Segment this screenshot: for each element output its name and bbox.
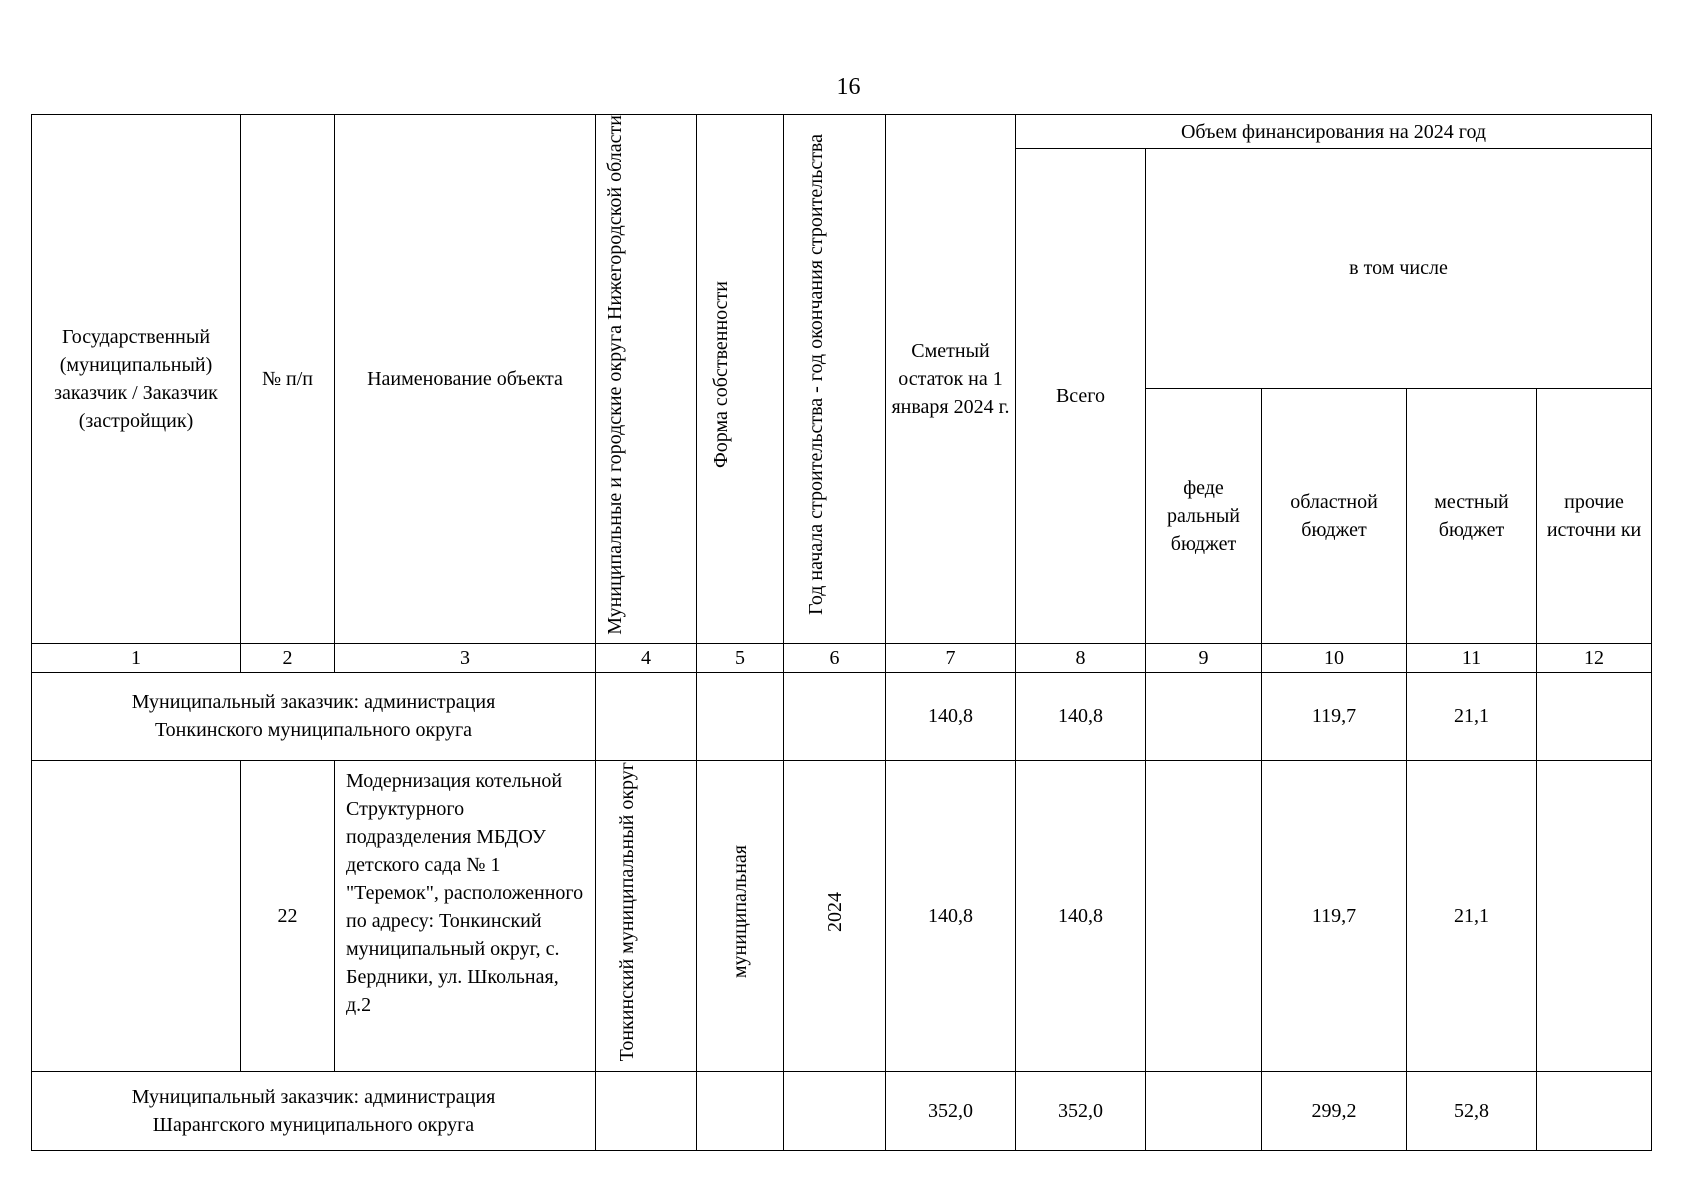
estimate-value: 140,8 — [886, 672, 1016, 760]
local-value: 21,1 — [1407, 760, 1537, 1071]
local-value: 21,1 — [1407, 672, 1537, 760]
page-number: 16 — [836, 74, 861, 100]
federal-value — [1146, 672, 1262, 760]
header-num: № п/п — [241, 115, 335, 644]
regional-value: 119,7 — [1262, 672, 1407, 760]
other-value — [1537, 672, 1652, 760]
header-regional: областной бюджет — [1262, 388, 1407, 643]
total-value: 352,0 — [1016, 1071, 1146, 1150]
ownership-value: муниципальная — [729, 845, 751, 979]
regional-value: 119,7 — [1262, 760, 1407, 1071]
customer-row-tonkino — [32, 672, 1652, 760]
header-row-1 — [32, 115, 1652, 149]
local-value: 52,8 — [1407, 1071, 1537, 1150]
header-federal: феде ральный бюджет — [1146, 388, 1262, 643]
header-local: местный бюджет — [1407, 388, 1537, 643]
header-funding: Объем финансирования на 2024 год — [1016, 115, 1652, 149]
total-value: 140,8 — [1016, 760, 1146, 1071]
header-object-name: Наименование объекта — [335, 115, 596, 644]
header-other: прочие источни ки — [1537, 388, 1652, 643]
customer-name: Муниципальный заказчик: администрация Тонкинского муниципального округа — [32, 672, 596, 760]
customer-name: Муниципальный заказчик: администрация Шарангского муниципального округа — [32, 1071, 596, 1150]
other-value — [1537, 760, 1652, 1071]
object-row — [32, 760, 1652, 1071]
other-value — [1537, 1071, 1652, 1150]
district-name: Тонкинский муниципальный округ — [616, 762, 638, 1062]
federal-value — [1146, 1071, 1262, 1150]
financing-table — [31, 114, 1652, 1151]
federal-value — [1146, 760, 1262, 1071]
header-ownership: Форма собственности — [710, 281, 732, 469]
header-years: Год начала строительства - год окончания строительства — [804, 134, 827, 616]
total-value: 140,8 — [1016, 672, 1146, 760]
header-total: Всего — [1016, 149, 1146, 644]
estimate-value: 352,0 — [886, 1071, 1016, 1150]
estimate-value: 140,8 — [886, 760, 1016, 1071]
header-estimate: Сметный остаток на 1 января 2024 г. — [886, 115, 1016, 644]
header-customer: Государственный (муниципальный) заказчик / Заказчик (застройщик) — [32, 115, 241, 644]
row-number: 22 — [241, 760, 335, 1071]
customer-row-sharanga — [32, 1071, 1652, 1150]
object-name: Модернизация котельной Структурного подразделения МБДОУ детского сада № 1 "Теремок", расположенного по адресу: Тонкинский муниципальный округ, с. Бердники, ул. Школьная, д.2 — [335, 760, 596, 1071]
header-districts: Муниципальные и городские округа Нижегородской области — [604, 115, 626, 635]
years-value: 2024 — [823, 891, 846, 932]
regional-value: 299,2 — [1262, 1071, 1407, 1150]
header-including: в том числе — [1146, 149, 1652, 389]
column-numbers-row: 1 2 3 4 5 6 7 8 9 10 11 12 — [32, 643, 1652, 672]
